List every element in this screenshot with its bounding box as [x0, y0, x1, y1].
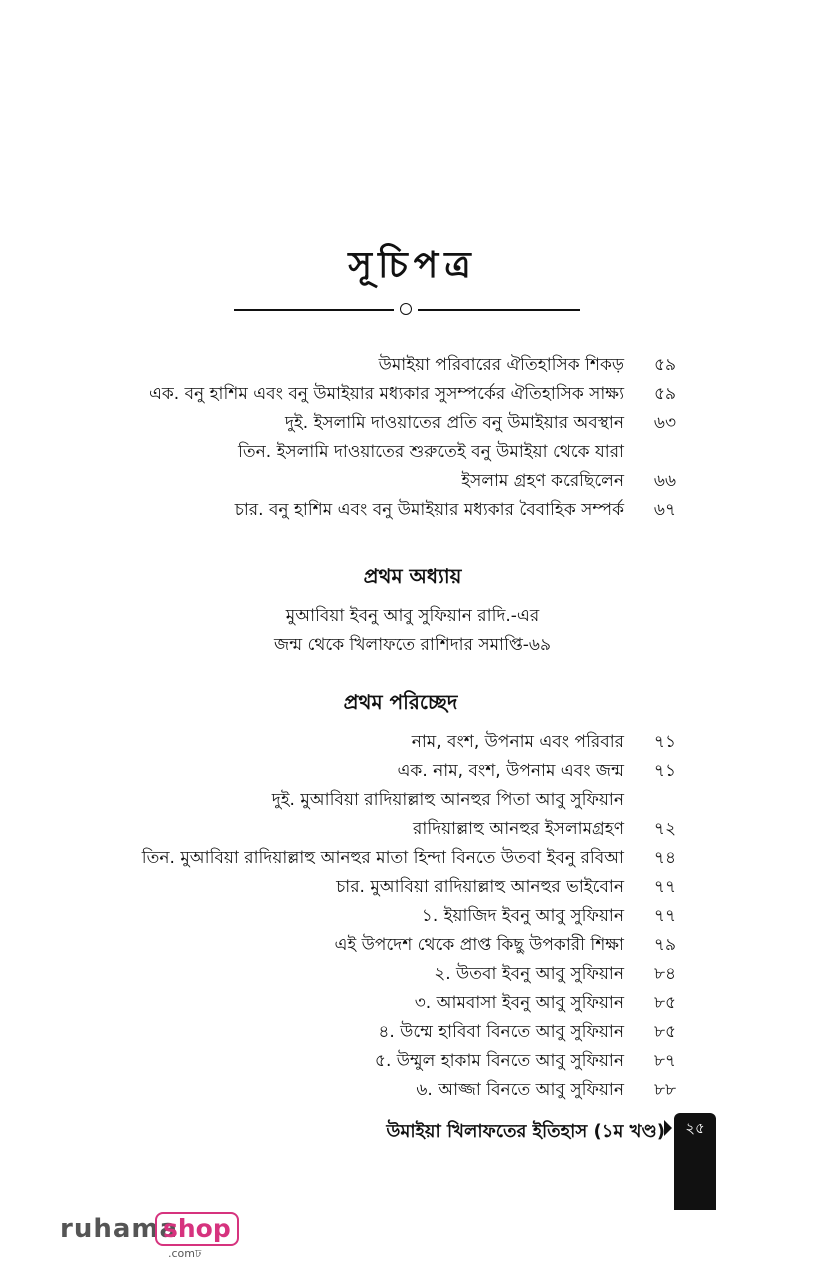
toc-entry-text: চার. বনু হাশিম এবং বনু উমাইয়ার মধ্যকার বৈবাহিক সম্পর্ক: [234, 500, 624, 520]
toc-entry-page: ৭৪: [653, 848, 676, 868]
toc-entry-page: ৫৯: [653, 384, 676, 404]
toc-entry[interactable]: [90, 845, 680, 873]
toc-entry-page: ৬৬: [653, 471, 676, 491]
toc-entry-page: ৮৮: [653, 1080, 676, 1100]
toc-entry-page: ৫৯: [653, 355, 676, 375]
toc-entry-page: ৬৩: [653, 413, 676, 433]
toc-entry-text: ৩. আমবাসা ইবনু আবু সুফিয়ান: [414, 993, 624, 1013]
toc-entry[interactable]: [90, 1019, 680, 1047]
toc-entry[interactable]: [90, 961, 680, 989]
section-heading: প্রথম পরিচ্ছেদ: [343, 690, 458, 714]
toc-entry-text: ২. উতবা ইবনু আবু সুফিয়ান: [434, 964, 624, 984]
toc-entry[interactable]: [90, 874, 680, 902]
toc-entry-page: ৭১: [653, 761, 676, 781]
toc-entry[interactable]: [90, 381, 680, 409]
toc-entry-text: তিন. মুআবিয়া রাদিয়াল্লাহু আনহুর মাতা হিন্দা বিনতে উতবা ইবনু রবিআ: [141, 848, 624, 868]
toc-entry[interactable]: [90, 903, 680, 931]
toc-entry-text: রাদিয়াল্লাহু আনহুর ইসলামগ্রহণ: [413, 819, 624, 839]
toc-entry-page: ৭২: [653, 819, 676, 839]
toc-entry-text: এক. নাম, বংশ, উপনাম এবং জন্ম: [397, 761, 624, 781]
divider-line-left: [234, 309, 394, 311]
toc-entry[interactable]: [90, 468, 680, 496]
toc-entry-text: তিন. ইসলামি দাওয়াতের শুরুতেই বনু উমাইয়া থেকে যারা: [238, 442, 624, 462]
toc-entry-text: উমাইয়া পরিবারের ঐতিহাসিক শিকড়: [378, 355, 624, 375]
toc-entry[interactable]: [90, 1048, 680, 1076]
toc-entry-page: ৭৯: [653, 935, 676, 955]
chapter-subtitle-line2: জন্ম থেকে খিলাফতে রাশিদার সমাপ্তি-৬৯: [273, 635, 552, 655]
running-footer-book-title: উমাইয়া খিলাফতের ইতিহাস (১ম খণ্ড): [386, 1121, 665, 1142]
triangle-right-icon: [664, 1120, 672, 1136]
toc-entry[interactable]: [90, 787, 680, 815]
toc-entry-text: চার. মুআবিয়া রাদিয়াল্লাহু আনহুর ভাইবোন: [336, 877, 624, 897]
toc-entry-text: ইসলাম গ্রহণ করেছিলেন: [461, 471, 624, 491]
toc-entry-page: ৮৫: [653, 1022, 676, 1042]
toc-entry-text: দুই. মুআবিয়া রাদিয়াল্লাহু আনহুর পিতা আবু সুফিয়ান: [271, 790, 624, 810]
toc-entry[interactable]: [90, 816, 680, 844]
toc-entry[interactable]: [90, 729, 680, 757]
page-number: ২৫: [685, 1119, 705, 1137]
divider-line-right: [418, 309, 580, 311]
toc-entry-text: এক. বনু হাশিম এবং বনু উমাইয়ার মধ্যকার সুসম্পর্কের ঐতিহাসিক সাক্ষ্য: [148, 384, 624, 404]
logo-text-com: .comঢ: [168, 1247, 202, 1260]
toc-entry-page: ৮৫: [653, 993, 676, 1013]
toc-entry-page: ৮৭: [653, 1051, 676, 1071]
chapter-heading: প্রথম অধ্যায়: [363, 564, 462, 588]
toc-entry-text: নাম, বংশ, উপনাম এবং পরিবার: [411, 732, 624, 752]
toc-entry[interactable]: [90, 990, 680, 1018]
logo-text-shop: shop: [155, 1212, 239, 1246]
toc-entry-text: ৫. উম্মুল হাকাম বিনতে আবু সুফিয়ান: [374, 1051, 624, 1071]
toc-entry[interactable]: [90, 1077, 680, 1105]
divider-circle-ornament: [400, 303, 412, 315]
toc-entry-text: ৬. আজ্জা বিনতে আবু সুফিয়ান: [416, 1080, 624, 1100]
page-title: সূচিপত্র: [348, 245, 477, 286]
title-divider: [234, 300, 580, 320]
toc-entry-text: ১. ইয়াজিদ ইবনু আবু সুফিয়ান: [421, 906, 624, 926]
toc-entry-page: ৮৪: [653, 964, 676, 984]
chapter-subtitle-line1: মুআবিয়া ইবনু আবু সুফিয়ান রাদি.-এর: [285, 606, 540, 626]
toc-entry[interactable]: [90, 758, 680, 786]
toc-entry-page: ৭৭: [653, 877, 676, 897]
toc-entry-text: এই উপদেশ থেকে প্রাপ্ত কিছু উপকারী শিক্ষা: [334, 935, 624, 955]
toc-entry-text: দুই. ইসলামি দাওয়াতের প্রতি বনু উমাইয়ার অবস্থান: [284, 413, 624, 433]
logo-text-ruhama: ruhama: [60, 1214, 179, 1244]
toc-entry[interactable]: [90, 410, 680, 438]
toc-entry[interactable]: [90, 932, 680, 960]
toc-entry-page: ৬৭: [653, 500, 676, 520]
toc-entry[interactable]: [90, 439, 680, 467]
toc-entry-page: ৭৭: [653, 906, 676, 926]
toc-entry-page: ৭১: [653, 732, 676, 752]
toc-entry-text: ৪. উম্মে হাবিবা বিনতে আবু সুফিয়ান: [378, 1022, 624, 1042]
toc-entry[interactable]: [90, 352, 680, 380]
page-number-tab: [674, 1113, 716, 1210]
toc-entry[interactable]: [90, 497, 680, 525]
